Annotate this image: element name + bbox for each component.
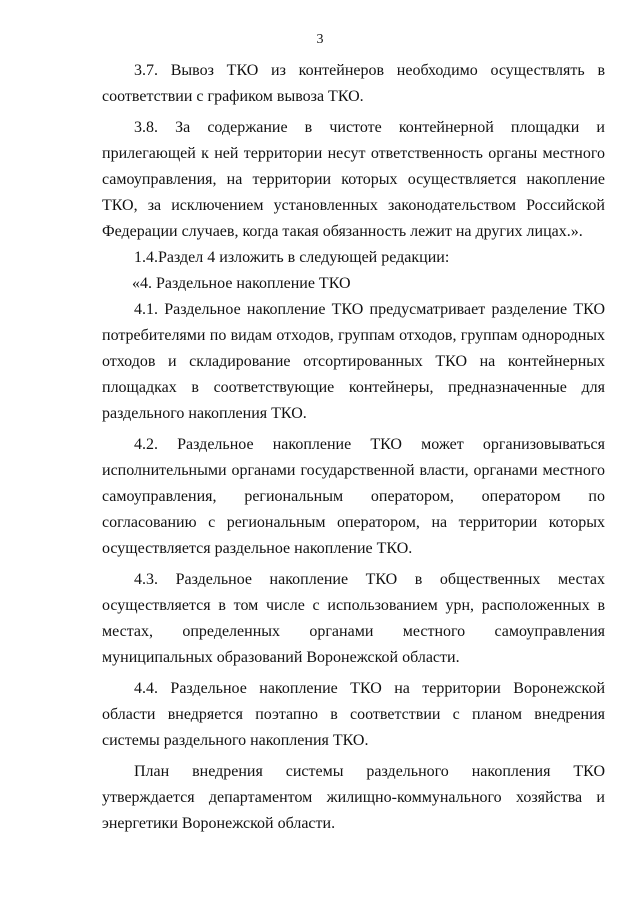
paragraph-4-3: 4.3. Раздельное накопление ТКО в общественных местах осуществляется в том числе с использованием урн, расположенных в местах, определенных органами местного самоуправления муниципальных образований Воронежской области. (102, 571, 605, 666)
paragraph-3-7: 3.7. Вывоз ТКО из контейнеров необходимо осуществлять в соответствии с графиком вывоза ТКО. (102, 62, 605, 105)
page-number: 3 (316, 32, 324, 47)
paragraph-4-4: 4.4. Раздельное накопление ТКО на территории Воронежской области внедряется поэтапно в соответствии с планом внедрения системы раздельного накопления ТКО. (102, 680, 605, 749)
section-4-heading: «4. Раздельное накопление ТКО (132, 275, 351, 292)
paragraph-4-1: 4.1. Раздельное накопление ТКО предусматривает разделение ТКО потребителями по видам отходов, группам отходов, группам однородных отходов и складирование отсортированных ТКО на контейнерных площадках в соответствующие контейнеры, предназначенные для раздельного накопления ТКО. (102, 301, 605, 422)
paragraph-1-4: 1.4.Раздел 4 изложить в следующей редакции: (134, 249, 450, 266)
paragraph-3-8: 3.8. За содержание в чистоте контейнерной площадки и прилегающей к ней территории несут ответственность органы местного самоуправления, на территории которых осуществляется накопление ТКО, за исключением установленных законодательством Российской Федерации случаев, когда такая обязанность лежит на других лицах.». (102, 119, 605, 240)
paragraph-plan: План внедрения системы раздельного накопления ТКО утверждается департаментом жилищно-коммунального хозяйства и энергетики Воронежской области. (102, 763, 605, 832)
document-body (102, 58, 605, 837)
paragraph-4-2: 4.2. Раздельное накопление ТКО может организовываться исполнительными органами государственной власти, органами местного самоуправления, региональным оператором, оператором по согласованию с региональным оператором, на территории которых осуществляется раздельное накопление ТКО. (102, 436, 605, 557)
